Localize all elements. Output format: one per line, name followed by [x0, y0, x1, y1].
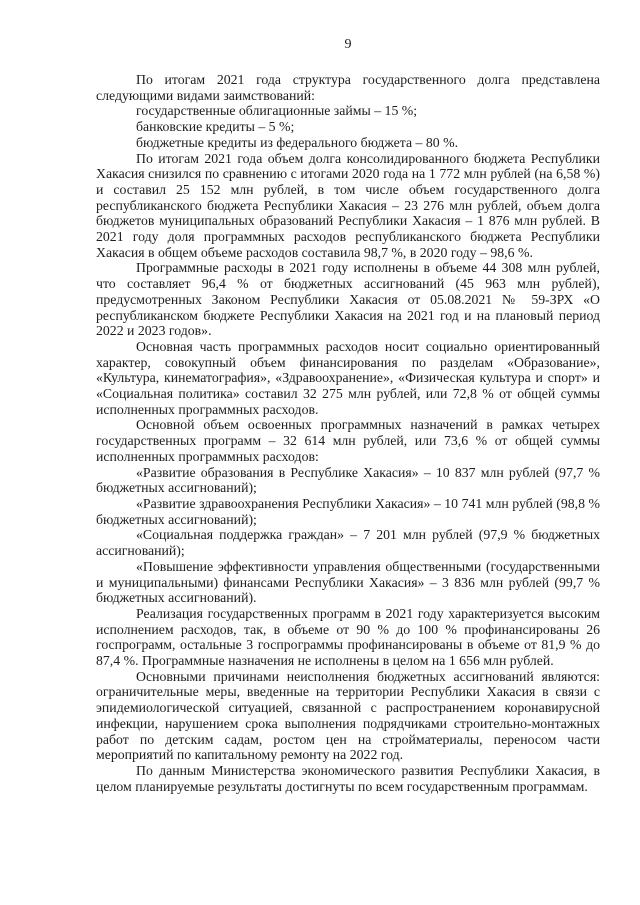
paragraph-program-expenses: Программные расходы в 2021 году исполнены в объеме 44 308 млн рублей, что составляет 96,4 % от бюджетных ассигнований (45 963 млн рублей), предусмотренных Законом Республики Хакасия от 05.08.2021 № 59-ЗРХ «О республиканском бюджете Республики Хакасия на 2021 год и на плановый период 2022 и 2023 годов».	[96, 260, 600, 339]
paragraph-finance-management-program: «Повышение эффективности управления общественными (государственными и муниципальными) финансами Республики Хакасия» – 3 836 млн рублей (99,7 % бюджетных ассигнований).	[96, 558, 600, 606]
paragraph-healthcare-program: «Развитие здравоохранения Республики Хакасия» – 10 741 млн рублей (98,8 % бюджетных ассигнований);	[96, 495, 600, 527]
paragraph-social-orientation: Основная часть программных расходов носит социально ориентированный характер, совокупный объем финансирования по разделам «Образование», «Культура, кинематография», «Здравоохранение», «Физическая культура и спорт» и «Социальная политика» составил 32 275 млн рублей, или 72,8 % от общей суммы исполненных программных расходов.	[96, 338, 600, 417]
paragraph-ministry-conclusion: По данным Министерства экономического развития Республики Хакасия, в целом планируемые результаты достигнуты по всем государственным программам.	[96, 762, 600, 794]
list-item-bank-credits: банковские кредиты – 5 %;	[136, 119, 295, 135]
page-number: 9	[344, 37, 352, 52]
document-body	[96, 72, 600, 794]
paragraph-social-support-program: «Социальная поддержка граждан» – 7 201 млн рублей (97,9 % бюджетных ассигнований);	[96, 527, 600, 559]
paragraph-education-program: «Развитие образования в Республике Хакасия» – 10 837 млн рублей (97,7 % бюджетных ассигнований);	[96, 464, 600, 496]
list-item-federal-budget-credits: бюджетные кредиты из федерального бюджета – 80 %.	[136, 134, 459, 150]
paragraph-implementation-results: Реализация государственных программ в 2021 году характеризуется высоким исполнением расходов, так, в объеме от 90 % до 100 % профинансированы 26 госпрограмм, остальные 3 госпрограммы профинансированы в объеме от 81,9 % до 87,4 %. Программные назначения не исполнены в целом на 1 656 млн рублей.	[96, 605, 600, 669]
list-item-bond-loans: государственные облигационные займы – 15 %;	[136, 103, 418, 119]
paragraph-nonexecution-reasons: Основными причинами неисполнения бюджетных ассигнований являются: ограничительные меры, введенные на территории Республики Хакасия в связи с эпидемиологической ситуацией, связанной с распространением коронавирусной инфекции, нарушением срока выполнения подрядчиками строительно-монтажных работ по детским садам, ростом цен на стройматериалы, переносом части мероприятий по капитальному ремонту на 2022 год.	[96, 668, 600, 763]
paragraph-consolidated-debt: По итогам 2021 года объем долга консолидированного бюджета Республики Хакасия снизился по сравнению с итогами 2020 года на 1 772 млн рублей (на 6,58 %) и составил 25 152 млн рублей, в том числе объем государственного долга республиканского бюджета Республики Хакасия – 23 276 млн рублей, объем долга бюджетов муниципальных образований Республики Хакасия – 1 876 млн рублей. В 2021 году доля программных расходов республиканского бюджета Республики Хакасия в общем объеме расходов составила 98,7 %, в 2020 году – 98,6 %.	[96, 150, 600, 260]
paragraph-four-programs-volume: Основной объем освоенных программных назначений в рамках четырех государственных программ – 32 614 млн рублей, или 73,6 % от общей суммы исполненных программных расходов:	[96, 417, 600, 464]
paragraph-debt-structure-intro: По итогам 2021 года структура государственного долга представлена следующими видами заимствований:	[96, 72, 600, 103]
